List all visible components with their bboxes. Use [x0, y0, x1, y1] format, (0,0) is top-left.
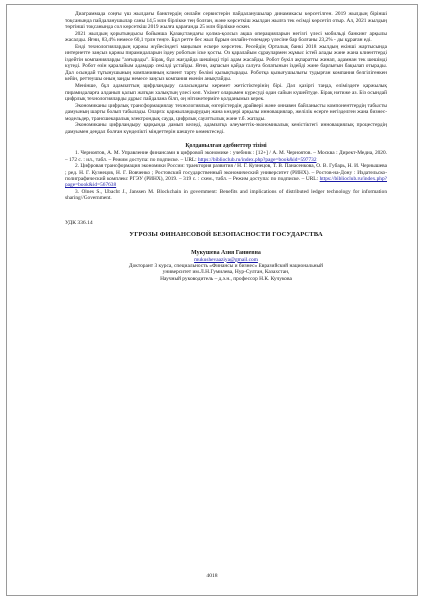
- reference-text: 2. Цифровая трансформация экономики России: траектория развития / Н. Г. Кузнецов, Т. В. Панасенкова, О. В. Губарь, Н. И. Чернышева ; ред. Н. Г. Кузнецов, Н. Г. Вовченко ; Ростовский государственный экономический университет (РИНХ). – Ростов-на-Дону : Издательско-полиграфический комплекс РГЭУ (РИНХ), 2019. – 319 с. : схем., табл. – Режим доступа: по подписке. – URL:: [65, 163, 387, 183]
- affiliation-line: университет им.Л.Н.Гумилева, Нур-Султан, Казахстан,: [162, 269, 290, 276]
- references-heading: Қолданылған әдебиеттер тізімі: [185, 143, 267, 150]
- reference-item: [65, 163, 387, 189]
- page-content: [65, 11, 387, 282]
- reference-link[interactable]: https://biblioclub.ru/index.php?page=book&id=597732: [197, 156, 317, 163]
- affiliation-line: Докторант 3 курса, специальность «Финансы и бизнес» Евразийский национальный: [128, 263, 324, 270]
- body-paragraph: Экономиканы цифрлық трансформациялау технологиялық өзгерістердің драйвері және оннавен байланысты компоненттердің табысты дамуының шарты болып табылады. Оларға: қаржыландырудың жана көздері арқылы инновациялар, желілік өсерге негізделген жана бизнес-модельдер, трансшекаралық электрондық сауда, цифрлық сауаттылық және т.б. жатады.: [65, 102, 387, 122]
- document-page: [6, 4, 418, 596]
- body-paragraph: 2021 жылдың қорытындысы бойынша Қазақстандағы қолма-қолсыз ақша операцияларын негізгі үлесі мобильді банкинг арқылы жасалды. Яғни, 83,4% немесе 60,1 трлн теңге. Бұл ретте бес жыл бұрын онлайн-төлемдер үлесіне бар болғаны 23,2% - ды құраған еді.: [65, 30, 387, 44]
- udk-code: УДК 336.14: [65, 219, 93, 226]
- affiliation-line: Научный руководитель – д.э.н., профессор Н.К. Кучукова: [160, 275, 292, 282]
- reference-item: [65, 150, 387, 163]
- body-paragraph: Диаграммада соңғы үш жылдағы банктердің онлайн сервистерін пайдаланушылар динамикасы көрсетілген. 2019 жылдың бірінші тоқсанында пайдаланушылар саны 14,5 млн бірлікке тең болған, және көрсеткіш жылдан жылға тек өсімді көрсетіп отыр. Ал, 2021 жылдың төртінші тоқсанында сол көрсеткіш 2019 жылға қарағанда 25 млн бірлікке өскен.: [65, 11, 387, 31]
- body-paragraph: Менінше, бұл адамзаттың цифрландыру саласындағы керемет жетістіктерінің бірі. Дәл қазіргі таңда, еліміздеге қаржылық пирамидаларға алданып қалып жатқан халықтың үлесі көп. Үкімет оларымен күресуді одан сайын күшейтуде. Бірақ нәтиже аз. Біз осындай цифрлық технологияларды дұрыс пайдалана білп, оң нітижетерміге қолданымыз керек.: [65, 83, 387, 103]
- body-paragraph: Енді технологиялардың қаржы жүйесіндегі маңызын ескере көрсетек. Ресейдің Орталық банкі 2018 жылдың екінші жартысында интернетте заңсыз қаржы пирамидаларын іздеу роботын іске қосты. Оз қаралайым сұраулармен жұмыс істей алады және жана клиенттерді іздейтін компанияларды "азғырады". Бірақ, бұл жағдайда шешімді тірі адам жасайды. Робот бүкіл ақпаратты жинап, адамнан тек шешімді күтеді. Робот өзін қаралайым адамдар секілді ұстайды. Яғни, ақпасын қайда салуға болатынын іздейді және барлығын бақылап отырады. Дал осындай тұтынушының компанияның клиент тарту бөлімі қызықтырады. Роботқа қызығушылығы тудырған компания белгілігенкен кейін, реттеушы оның заңды немесе заңсыз компания екенін анықтайды.: [65, 43, 387, 83]
- author-name: Мукушева Азия Ганиевна: [191, 249, 261, 256]
- reference-text: 1. Черноятов, А. М. Управление финансами в цифровой экономике : учебник : [12+] / А. М. Черноятов. – Москва : Директ-Медиа, 2020. – 172 с. : ил., табл. – Режим доступа: по подписке. – URL:: [65, 150, 387, 163]
- body-paragraph: Экономиканы цифрландыру қарқында дамып келеді, адамзатқа әлеуметтік-экономикалық кеністіктегі инновациялық процестердің дамуымен деңдал болған күнделікті міндеттерін шешуге көмектеседі.: [65, 122, 387, 135]
- reference-link[interactable]: https://biblioclub.ru/index.php?page=book&id=567638: [65, 176, 387, 189]
- reference-text: 3. Olnes S., Ubacht J., Janssen M. Blockchain in government: Benefits and implications of distributed ledger technology for information sharing//Government.: [65, 188, 387, 202]
- author-email-link[interactable]: mukushevaaziya@gmail.com: [194, 256, 258, 263]
- page-number: 4018: [206, 573, 218, 579]
- article-title: УГРОЗЫ ФИНАНСОВОЙ БЕЗОПАСНОСТИ ГОСУДАРСТВА: [129, 230, 323, 238]
- reference-item: [65, 189, 387, 202]
